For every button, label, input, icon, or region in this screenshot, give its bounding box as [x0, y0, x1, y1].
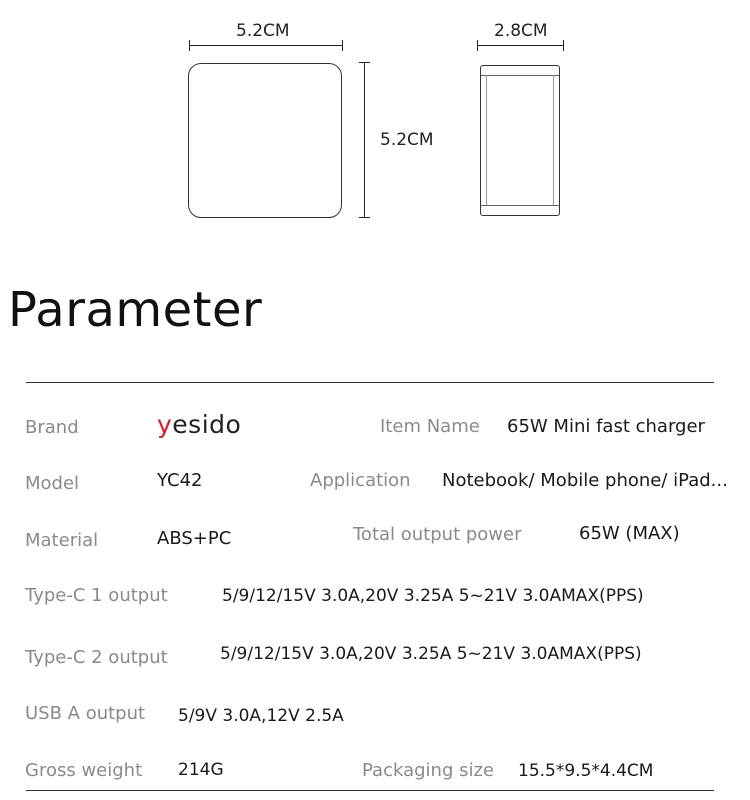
material-label: Material — [25, 530, 99, 551]
usb-a-value: 5/9V 3.0A,12V 2.5A — [178, 706, 344, 726]
application-value: Notebook/ Mobile phone/ iPad... — [442, 470, 728, 491]
side-depth-tick-right — [563, 40, 564, 51]
packaging-label: Packaging size — [362, 760, 494, 781]
side-bottom-band — [481, 205, 559, 206]
front-width-tick-left — [189, 40, 190, 51]
page-title: Parameter — [8, 282, 263, 338]
application-label: Application — [310, 470, 411, 491]
packaging-value: 15.5*9.5*4.4CM — [518, 761, 654, 781]
bottom-divider — [26, 790, 714, 791]
top-divider — [26, 382, 714, 383]
front-height-tick-bottom — [359, 217, 370, 218]
gross-weight-label: Gross weight — [25, 760, 143, 781]
model-value: YC42 — [157, 470, 203, 491]
front-height-line — [364, 62, 365, 218]
item-name-value: 65W Mini fast charger — [507, 416, 705, 437]
front-width-label: 5.2CM — [236, 21, 290, 41]
charger-front-view — [188, 63, 342, 218]
front-height-tick-top — [359, 62, 370, 63]
total-output-label: Total output power — [353, 524, 522, 545]
material-value: ABS+PC — [157, 528, 232, 549]
brand-label: Brand — [25, 417, 79, 438]
type-c2-label: Type-C 2 output — [25, 647, 168, 668]
gross-weight-value: 214G — [178, 760, 224, 780]
charger-side-view — [480, 65, 560, 216]
brand-logo — [157, 410, 241, 439]
item-name-label: Item Name — [380, 416, 480, 437]
type-c1-label: Type-C 1 output — [25, 585, 168, 606]
side-inner-panel — [486, 75, 554, 206]
model-label: Model — [25, 473, 80, 494]
type-c2-value: 5/9/12/15V 3.0A,20V 3.25A 5~21V 3.0AMAX(PPS) — [220, 644, 642, 664]
front-width-tick-right — [342, 40, 343, 51]
side-depth-line — [477, 45, 563, 46]
usb-a-label: USB A output — [25, 703, 146, 724]
total-output-value: 65W (MAX) — [579, 523, 680, 544]
brand-logo-rest: esido — [172, 410, 242, 439]
front-width-line — [189, 45, 342, 46]
front-height-label: 5.2CM — [380, 130, 434, 150]
side-depth-label: 2.8CM — [494, 21, 548, 41]
side-depth-tick-left — [477, 40, 478, 51]
type-c1-value: 5/9/12/15V 3.0A,20V 3.25A 5~21V 3.0AMAX(PPS) — [222, 586, 644, 606]
brand-logo-y: y — [157, 410, 173, 439]
